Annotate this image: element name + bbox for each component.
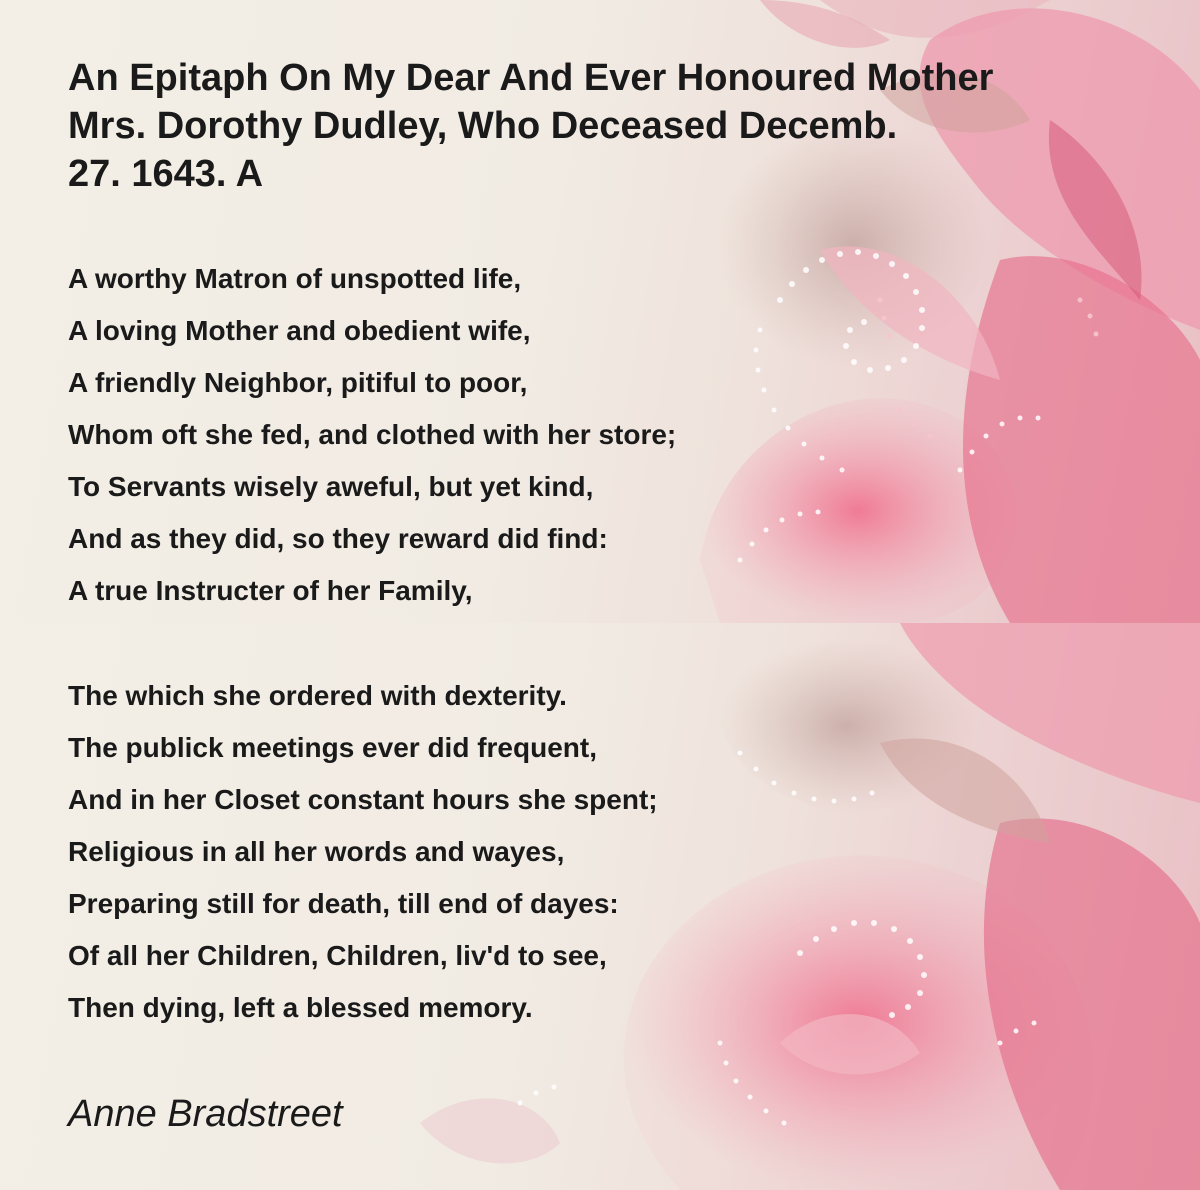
poem-stanza-2 xyxy=(68,670,1068,1034)
poem-line: A loving Mother and obedient wife, xyxy=(68,315,531,346)
poem-stanza-1 xyxy=(68,253,1068,617)
poem-line: Of all her Children, Children, liv'd to see, xyxy=(68,940,607,971)
poem-line: The which she ordered with dexterity. xyxy=(68,680,567,711)
poem-line: And in her Closet constant hours she spent; xyxy=(68,784,658,815)
poem-line: Then dying, left a blessed memory. xyxy=(68,992,533,1023)
poem-line: The publick meetings ever did frequent, xyxy=(68,732,597,763)
poem-line: And as they did, so they reward did find: xyxy=(68,523,608,554)
poem-line: Preparing still for death, till end of dayes: xyxy=(68,888,619,919)
poem-line: A friendly Neighbor, pitiful to poor, xyxy=(68,367,528,398)
poem-line: A worthy Matron of unspotted life, xyxy=(68,263,522,294)
poem-line: Whom oft she fed, and clothed with her store; xyxy=(68,419,677,450)
poem-author: Anne Bradstreet xyxy=(68,1093,343,1135)
poem-line: Religious in all her words and wayes, xyxy=(68,836,565,867)
poem-line: To Servants wisely aweful, but yet kind, xyxy=(68,471,594,502)
poem-line: A true Instructer of her Family, xyxy=(68,575,473,606)
poem-title xyxy=(68,54,1148,198)
poem-title-line: An Epitaph On My Dear And Ever Honoured Mother xyxy=(68,57,994,99)
poem-title-line: Mrs. Dorothy Dudley, Who Deceased Decemb. xyxy=(68,105,898,147)
poem-title-line: 27. 1643. A xyxy=(68,153,264,195)
